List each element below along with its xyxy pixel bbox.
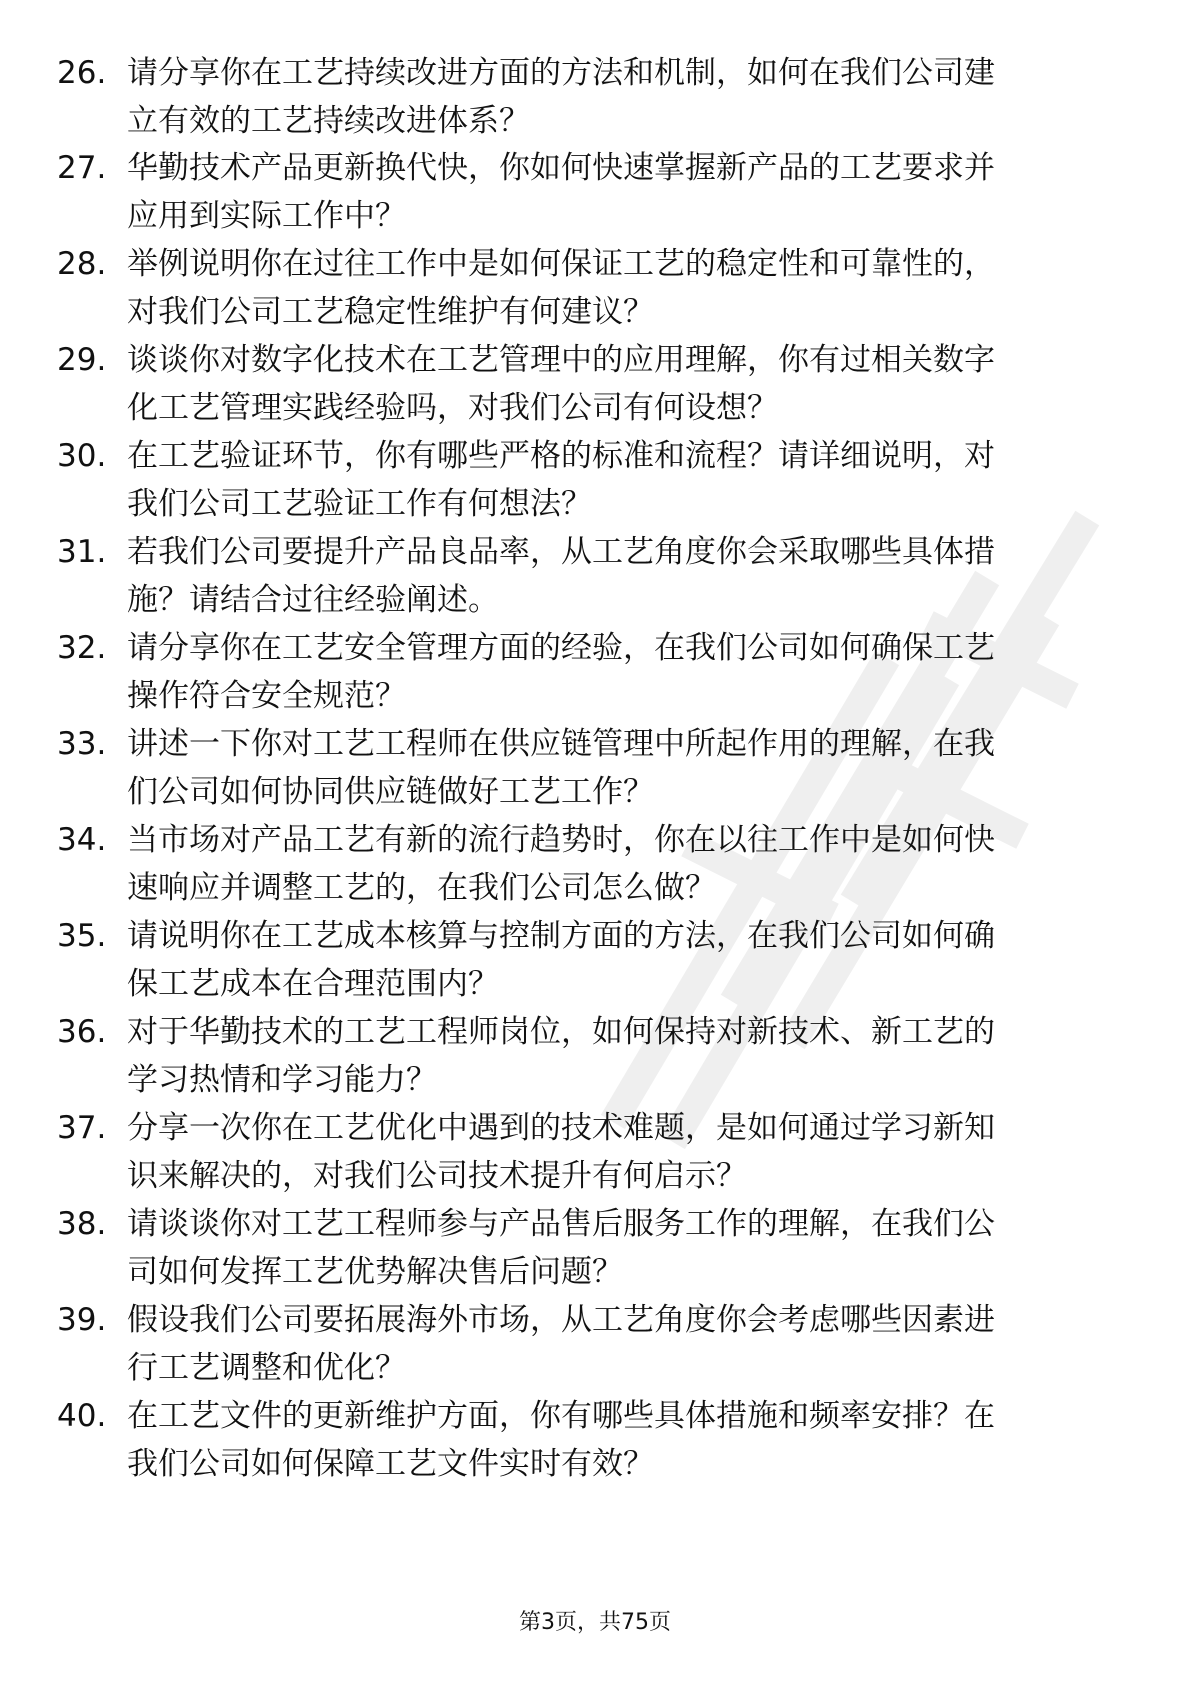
- question-text-line-2: 化工艺管理实践经验吗，对我们公司有何设想？: [127, 390, 778, 426]
- question-item-31: [0, 528, 1190, 624]
- question-text-line-1: 假设我们公司要拓展海外市场，从工艺角度你会考虑哪些因素进: [127, 1302, 995, 1338]
- question-text-line-2: 立有效的工艺持续改进体系？: [127, 103, 530, 139]
- question-number: 28.: [57, 246, 107, 282]
- question-item-38: [0, 1200, 1190, 1296]
- question-item-30: [0, 432, 1190, 528]
- question-text-line-2: 识来解决的，对我们公司技术提升有何启示？: [127, 1158, 747, 1194]
- question-text-line-1: 讲述一下你对工艺工程师在供应链管理中所起作用的理解，在我: [127, 726, 995, 762]
- question-item-36: [0, 1008, 1190, 1104]
- question-number: 32.: [57, 630, 107, 666]
- question-item-34: [0, 816, 1190, 912]
- question-text-line-2: 我们公司如何保障工艺文件实时有效？: [127, 1446, 654, 1482]
- question-number: 29.: [57, 342, 107, 378]
- question-number: 31.: [57, 534, 107, 570]
- question-text-line-1: 对于华勤技术的工艺工程师岗位，如何保持对新技术、新工艺的: [127, 1014, 995, 1050]
- question-number: 37.: [57, 1110, 107, 1146]
- question-text-line-1: 华勤技术产品更新换代快，你如何快速掌握新产品的工艺要求并: [127, 150, 995, 186]
- question-item-29: [0, 336, 1190, 432]
- question-text-line-2: 学习热情和学习能力？: [127, 1062, 437, 1098]
- question-text-line-1: 谈谈你对数字化技术在工艺管理中的应用理解，你有过相关数字: [127, 342, 995, 378]
- question-text-line-2: 保工艺成本在合理范围内？: [127, 966, 499, 1002]
- question-text-line-2: 对我们公司工艺稳定性维护有何建议？: [127, 294, 654, 330]
- question-item-33: [0, 720, 1190, 816]
- question-text-line-2: 应用到实际工作中？: [127, 198, 406, 234]
- question-number: 27.: [57, 150, 107, 186]
- question-text-line-2: 我们公司工艺验证工作有何想法？: [127, 486, 592, 522]
- question-text-line-1: 举例说明你在过往工作中是如何保证工艺的稳定性和可靠性的，: [127, 246, 995, 282]
- question-number: 30.: [57, 438, 107, 474]
- question-item-40: [0, 1392, 1190, 1488]
- question-text-line-1: 请说明你在工艺成本核算与控制方面的方法，在我们公司如何确: [127, 918, 995, 954]
- page-number-footer: 第3页，共75页: [519, 1610, 671, 1635]
- question-number: 26.: [57, 55, 107, 91]
- question-text-line-2: 行工艺调整和优化？: [127, 1350, 406, 1386]
- question-item-37: [0, 1104, 1190, 1200]
- question-text-line-1: 当市场对产品工艺有新的流行趋势时，你在以往工作中是如何快: [127, 822, 995, 858]
- question-text-line-1: 请分享你在工艺安全管理方面的经验，在我们公司如何确保工艺: [127, 630, 995, 666]
- question-number: 39.: [57, 1302, 107, 1338]
- question-item-27: [0, 144, 1190, 240]
- question-number: 40.: [57, 1398, 107, 1434]
- question-number: 33.: [57, 726, 107, 762]
- question-item-35: [0, 912, 1190, 1008]
- question-text-line-1: 请分享你在工艺持续改进方面的方法和机制，如何在我们公司建: [127, 55, 995, 91]
- question-text-line-1: 若我们公司要提升产品良品率，从工艺角度你会采取哪些具体措: [127, 534, 995, 570]
- question-text-line-2: 施？请结合过往经验阐述。: [127, 582, 499, 618]
- question-number: 35.: [57, 918, 107, 954]
- question-text-line-2: 司如何发挥工艺优势解决售后问题？: [127, 1254, 623, 1290]
- question-item-39: [0, 1296, 1190, 1392]
- question-text-line-1: 请谈谈你对工艺工程师参与产品售后服务工作的理解，在我们公: [127, 1206, 995, 1242]
- question-text-line-2: 们公司如何协同供应链做好工艺工作？: [127, 774, 654, 810]
- question-item-26: [0, 49, 1190, 145]
- question-number: 34.: [57, 822, 107, 858]
- question-number: 38.: [57, 1206, 107, 1242]
- question-item-32: [0, 624, 1190, 720]
- question-text-line-1: 在工艺文件的更新维护方面，你有哪些具体措施和频率安排？在: [127, 1398, 995, 1434]
- question-text-line-1: 分享一次你在工艺优化中遇到的技术难题，是如何通过学习新知: [127, 1110, 995, 1146]
- question-text-line-2: 操作符合安全规范？: [127, 678, 406, 714]
- question-number: 36.: [57, 1014, 107, 1050]
- question-text-line-2: 速响应并调整工艺的，在我们公司怎么做？: [127, 870, 716, 906]
- question-item-28: [0, 240, 1190, 336]
- question-text-line-1: 在工艺验证环节，你有哪些严格的标准和流程？请详细说明，对: [127, 438, 995, 474]
